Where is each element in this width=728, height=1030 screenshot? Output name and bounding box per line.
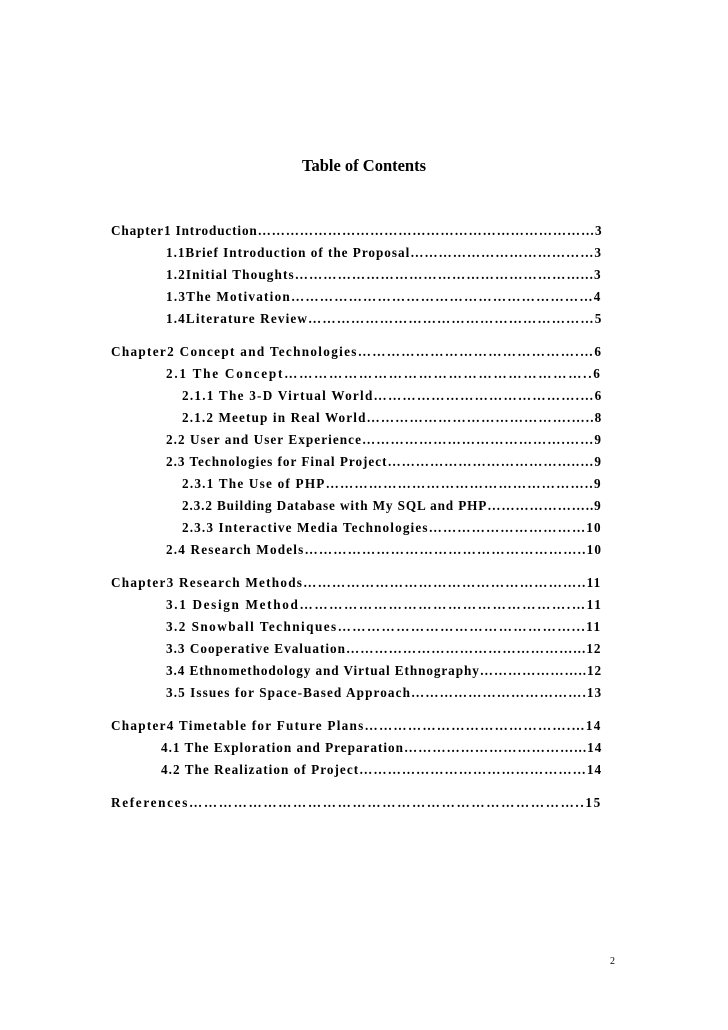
- toc-subsection-2-1-2[interactable]: 2.1.2 Meetup in Real World…………………………………….…..8: [182, 410, 603, 425]
- page-title: Table of Contents: [301, 156, 427, 175]
- toc-chapter-2[interactable]: Chapter2 Concept and Technologies……………………………………….…6: [111, 344, 603, 359]
- toc-section-1-3[interactable]: 1.3The Motivation………………………………………………………4: [166, 289, 602, 304]
- toc-chapter-1[interactable]: Chapter1 Introduction………………………………………………………………3: [111, 223, 603, 238]
- toc-section-2-3[interactable]: 2.3 Technologies for Final Project…………………………………..…9: [166, 454, 602, 469]
- toc-chapter-4[interactable]: Chapter4 Timetable for Future Plans…………………………………….…14: [111, 718, 602, 733]
- toc-subsection-2-3-3[interactable]: 2.3.3 Interactive Media Technologies……………………………10: [182, 520, 602, 535]
- toc-section-3-2[interactable]: 3.2 Snowball Techniques…………………………………………...11: [166, 619, 602, 634]
- toc-section-2-2[interactable]: 2.2 User and User Experience…………………………………….……9: [166, 432, 603, 447]
- toc-subsection-2-1-1[interactable]: 2.1.1 The 3-D Virtual World…………………………………….…6: [182, 388, 603, 403]
- toc-section-1-4[interactable]: 1.4Literature Review……………………………………………………5: [166, 311, 603, 326]
- toc-section-2-1[interactable]: 2.1 The Concept……………………………………………………..6: [166, 366, 602, 381]
- toc-section-1-1[interactable]: 1.1Brief Introduction of the Proposal…………………………………3: [166, 245, 602, 260]
- toc-section-4-1[interactable]: 4.1 The Exploration and Preparation………………………………...14: [161, 740, 603, 755]
- toc-references[interactable]: References……………………………………………………………………..15: [111, 795, 602, 810]
- toc-section-1-2[interactable]: 1.2Initial Thoughts……………………………………………………...3: [166, 267, 602, 282]
- page-number: 2: [610, 956, 615, 967]
- toc-subsection-2-3-2[interactable]: 2.3.2 Building Database with My SQL and PHP…………………..9: [182, 498, 602, 513]
- toc-section-4-2[interactable]: 4.2 The Realization of Project…………………………………………14: [161, 762, 603, 777]
- toc-subsection-2-3-1[interactable]: 2.3.1 The Use of PHP………………………………………………..9: [182, 476, 602, 491]
- toc-section-3-5[interactable]: 3.5 Issues for Space-Based Approach……………………………….13: [166, 685, 603, 700]
- toc-section-2-4[interactable]: 2.4 Research Models…………………………………………………..10: [166, 542, 603, 557]
- toc-chapter-3[interactable]: Chapter3 Research Methods…………………………………………………..11: [111, 575, 602, 590]
- toc-section-3-1[interactable]: 3.1 Design Method……………………………………………….…11: [166, 597, 603, 612]
- toc-section-3-4[interactable]: 3.4 Ethnomethodology and Virtual Ethnography…………………..12: [166, 663, 603, 678]
- toc-section-3-3[interactable]: 3.3 Cooperative Evaluation…………………………………………...12: [166, 641, 602, 656]
